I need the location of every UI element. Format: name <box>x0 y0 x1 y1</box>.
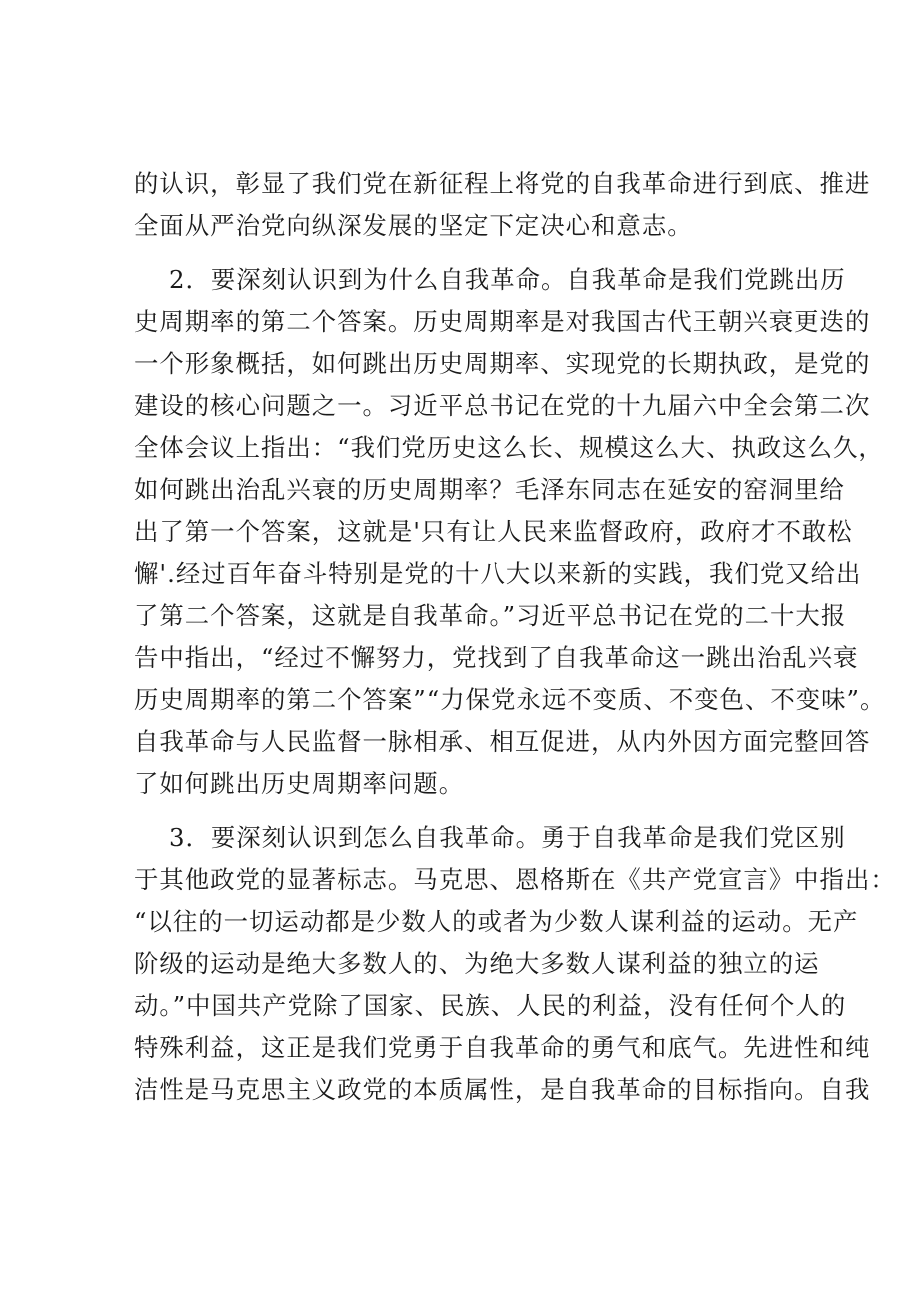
paragraph-gap <box>134 247 806 259</box>
paragraph-2 <box>134 259 886 805</box>
text-line: 全体会议上指出：“我们党历史这么长、规模这么大、执政这么久， <box>134 433 884 462</box>
text-line: 告中指出，“经过不懈努力，党找到了自我革命这一跳出治乱兴衰 <box>134 643 859 672</box>
text-line: 于其他政党的显著标志。马克思、恩格斯在《共产党宣言》中指出： <box>134 865 896 894</box>
text-line: 阶级的运动是绝大多数人的、为绝大多数人谋利益的独立的运 <box>134 949 820 978</box>
document-body <box>134 163 896 1111</box>
text-line: 动。”中国共产党除了国家、民族、人民的利益，没有任何个人的 <box>134 991 847 1020</box>
text-line: 特殊利益，这正是我们党勇于自我革命的勇气和底气。先进性和纯 <box>134 1033 871 1062</box>
text-line: 懈'.经过百年奋斗特别是党的十八大以来新的实践，我们党又给出 <box>134 559 862 588</box>
text-line: 一个形象概括，如何跳出历史周期率、实现党的长期执政，是党的 <box>134 349 871 378</box>
text-line: 建设的核心问题之一。习近平总书记在党的十九届六中全会第二次 <box>134 391 871 420</box>
text-line: 史周期率的第二个答案。历史周期率是对我国古代王朝兴衰更迭的 <box>134 307 871 336</box>
text-line: 如何跳出治乱兴衰的历史周期率？毛泽东同志在延安的窑洞里给 <box>134 475 845 504</box>
text-line: 了如何跳出历史周期率问题。 <box>134 769 465 798</box>
paragraph-gap <box>134 805 806 817</box>
paragraph-3 <box>134 817 896 1111</box>
text-line: 的认识，彰显了我们党在新征程上将党的自我革命进行到底、推进 <box>134 169 871 198</box>
paragraph-1 <box>134 163 871 247</box>
text-line: 3．要深刻认识到怎么自我革命。勇于自我革命是我们党区别 <box>169 823 846 852</box>
text-line: 了第二个答案，这就是自我革命。”习近平总书记在党的二十大报 <box>134 601 847 630</box>
text-line: 全面从严治党向纵深发展的坚定下定决心和意志。 <box>134 211 693 240</box>
text-line: “以往的一切运动都是少数人的或者为少数人谋利益的运动。无产 <box>134 907 859 936</box>
text-line: 自我革命与人民监督一脉相承、相互促进，从内外因方面完整回答 <box>134 727 871 756</box>
text-line: 出了第一个答案，这就是'只有让人民来监督政府，政府才不敢松 <box>134 517 853 546</box>
text-line: 历史周期率的第二个答案”“力保党永远不变质、不变色、不变味”。 <box>134 685 886 714</box>
text-line: 2．要深刻认识到为什么自我革命。自我革命是我们党跳出历 <box>169 265 846 294</box>
text-line: 洁性是马克思主义政党的本质属性，是自我革命的目标指向。自我 <box>134 1075 871 1104</box>
